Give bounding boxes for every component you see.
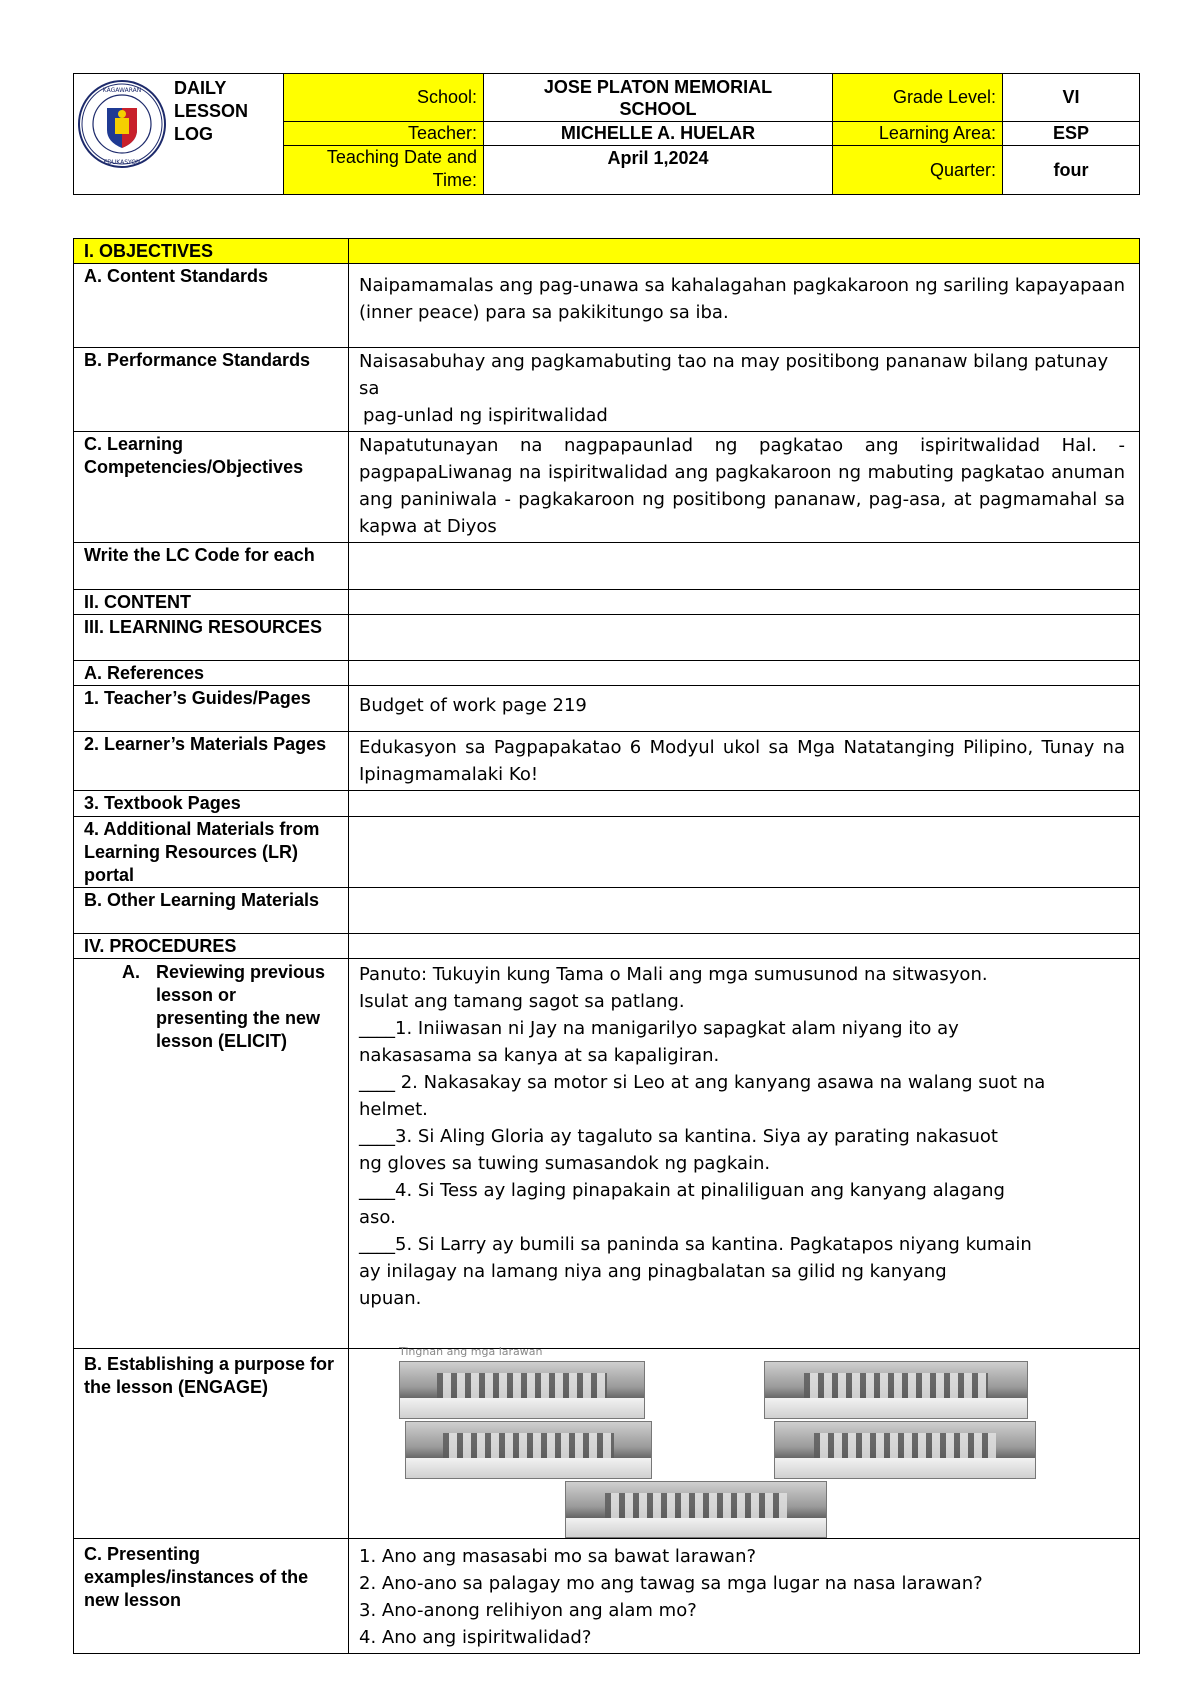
content-standards-text: Naipamamalas ang pag-unawa sa kahalagahan pagkakaroon ng sariling kapayapaan (inner peace) para sa pakikitungo sa iba.	[349, 264, 1140, 348]
references-value	[349, 661, 1140, 686]
church-image-1	[399, 1361, 645, 1419]
engage-caption: Tingnan ang mga larawan	[399, 1345, 543, 1358]
seal-cell	[74, 74, 171, 195]
header-table	[73, 73, 1140, 195]
competencies-label: C. Learning Competencies/Objectives	[74, 432, 349, 543]
content-value	[349, 590, 1140, 615]
procedures-heading: IV. PROCEDURES	[74, 934, 349, 959]
additional-materials-value	[349, 817, 1140, 888]
lesson-table	[73, 238, 1140, 1654]
school-value	[484, 74, 833, 122]
additional-materials-label: 4. Additional Materials from Learning Resources (LR) portal	[74, 817, 349, 888]
procedures-value	[349, 934, 1140, 959]
quarter-value: four	[1003, 146, 1140, 195]
date-label	[284, 146, 484, 195]
question-item: 3. Ano-anong relihiyon ang alam mo?	[359, 1600, 697, 1621]
elicit-content	[349, 959, 1140, 1349]
church-image-3	[405, 1421, 652, 1479]
school-label: School:	[284, 74, 484, 122]
date-label-text: Teaching Date and Time:	[326, 147, 477, 190]
engage-images-cell	[349, 1345, 1140, 1539]
grade-value: VI	[1003, 74, 1140, 122]
elicit-line: aso.	[359, 1207, 396, 1228]
objectives-heading-fill	[349, 239, 1140, 264]
textbook-pages-label: 3. Textbook Pages	[74, 791, 349, 817]
dll-title	[170, 74, 284, 195]
quarter-label: Quarter:	[833, 146, 1003, 195]
teachers-guides-label: 1. Teacher’s Guides/Pages	[74, 686, 349, 732]
elicit-line: ay inilagay na lamang niya ang pinagbalatan sa gilid ng kanyang	[359, 1261, 947, 1282]
dll-title-line: LESSON	[174, 101, 249, 121]
elicit-line: ____3. Si Aling Gloria ay tagaluto sa kantina. Siya ay parating nakasuot	[359, 1126, 998, 1147]
presenting-label: C. Presenting examples/instances of the new lesson	[74, 1539, 349, 1654]
teacher-value: MICHELLE A. HUELAR	[484, 122, 833, 146]
learning-resources-heading: III. LEARNING RESOURCES	[74, 615, 349, 661]
elicit-line: ____ 2. Nakasakay sa motor si Leo at ang kanyang asawa na walang suot na	[359, 1072, 1046, 1093]
dll-title-line: LOG	[174, 124, 213, 144]
grade-label: Grade Level:	[833, 74, 1003, 122]
performance-text-line: Naisasabuhay ang pagkamabuting tao na may positibong pananaw bilang patunay sa	[359, 351, 1109, 399]
dll-title-line: DAILY	[174, 78, 227, 98]
learning-resources-value	[349, 615, 1140, 661]
elicit-line: ng gloves sa tuwing sumasandok ng pagkain.	[359, 1153, 771, 1174]
presenting-questions	[349, 1539, 1140, 1654]
elicit-line: ____4. Si Tess ay laging pinapakain at pinaliliguan ang kanyang alagang	[359, 1180, 1005, 1201]
question-item: 2. Ano-ano sa palagay mo ang tawag sa mga lugar na nasa larawan?	[359, 1573, 983, 1594]
question-item: 1. Ano ang masasabi mo sa bawat larawan?	[359, 1546, 757, 1567]
elicit-line: upuan.	[359, 1288, 422, 1309]
other-materials-label: B. Other Learning Materials	[74, 888, 349, 934]
area-label: Learning Area:	[833, 122, 1003, 146]
reviewing-letter: A.	[122, 962, 140, 982]
elicit-line: Isulat ang tamang sagot sa patlang.	[359, 991, 685, 1012]
school-name: JOSE PLATON MEMORIAL SCHOOL	[543, 76, 773, 119]
church-image-2	[764, 1361, 1028, 1419]
other-materials-value	[349, 888, 1140, 934]
elicit-line: Panuto: Tukuyin kung Tama o Mali ang mga sumusunod na sitwasyon.	[359, 964, 988, 985]
lc-code-label: Write the LC Code for each	[74, 543, 349, 590]
elicit-line: ____5. Si Larry ay bumili sa paninda sa kantina. Pagkatapos niyang kumain	[359, 1234, 1032, 1255]
elicit-line: helmet.	[359, 1099, 428, 1120]
date-value: April 1,2024	[484, 146, 833, 195]
references-label: A. References	[74, 661, 349, 686]
lc-code-value	[349, 543, 1140, 590]
area-value: ESP	[1003, 122, 1140, 146]
content-standards-label: A. Content Standards	[74, 264, 349, 348]
content-heading: II. CONTENT	[74, 590, 349, 615]
church-image-4	[774, 1421, 1036, 1479]
question-item: 4. Ano ang ispiritwalidad?	[359, 1627, 592, 1648]
performance-standards-label: B. Performance Standards	[74, 348, 349, 432]
svg-text:KAGAWARAN: KAGAWARAN	[102, 87, 142, 94]
deped-seal-icon	[74, 78, 170, 174]
elicit-line: nakasasama sa kanya at sa kapaligiran.	[359, 1045, 720, 1066]
teacher-label: Teacher:	[284, 122, 484, 146]
textbook-pages-value	[349, 791, 1140, 817]
objectives-heading: I. OBJECTIVES	[74, 239, 349, 264]
performance-standards-text	[349, 348, 1140, 432]
performance-text-line: pag-unlad ng ispiritwalidad	[363, 405, 608, 426]
svg-text:EDUKASYON: EDUKASYON	[103, 159, 141, 166]
reviewing-item	[84, 961, 342, 1053]
church-image-5	[565, 1481, 827, 1538]
reviewing-text: Reviewing previous lesson or presenting the new lesson (ELICIT)	[156, 962, 326, 1051]
engage-images	[349, 1345, 1139, 1538]
teachers-guides-text: Budget of work page 219	[349, 686, 1140, 732]
reviewing-label	[74, 959, 349, 1349]
learners-materials-text: Edukasyon sa Pagpapakatao 6 Modyul ukol sa Mga Natatanging Pilipino, Tunay na Ipinagmamalaki Ko!	[349, 732, 1140, 791]
competencies-text: Napatutunayan na nagpapaunlad ng pagkatao ang ispiritwalidad Hal. - pagpapaLiwanag na ispiritwalidad ang pagkakaroon ng mabuting pagkatao anuman ang paniniwala - pagkakaroon ng positibong pananaw, pag-asa, at pagmamahal sa kapwa at Diyos	[349, 432, 1140, 543]
establishing-label: B. Establishing a purpose for the lesson (ENGAGE)	[74, 1349, 349, 1539]
learners-materials-label: 2. Learner’s Materials Pages	[74, 732, 349, 791]
elicit-line: ____1. Iniiwasan ni Jay na manigarilyo sapagkat alam niyang ito ay	[359, 1018, 959, 1039]
